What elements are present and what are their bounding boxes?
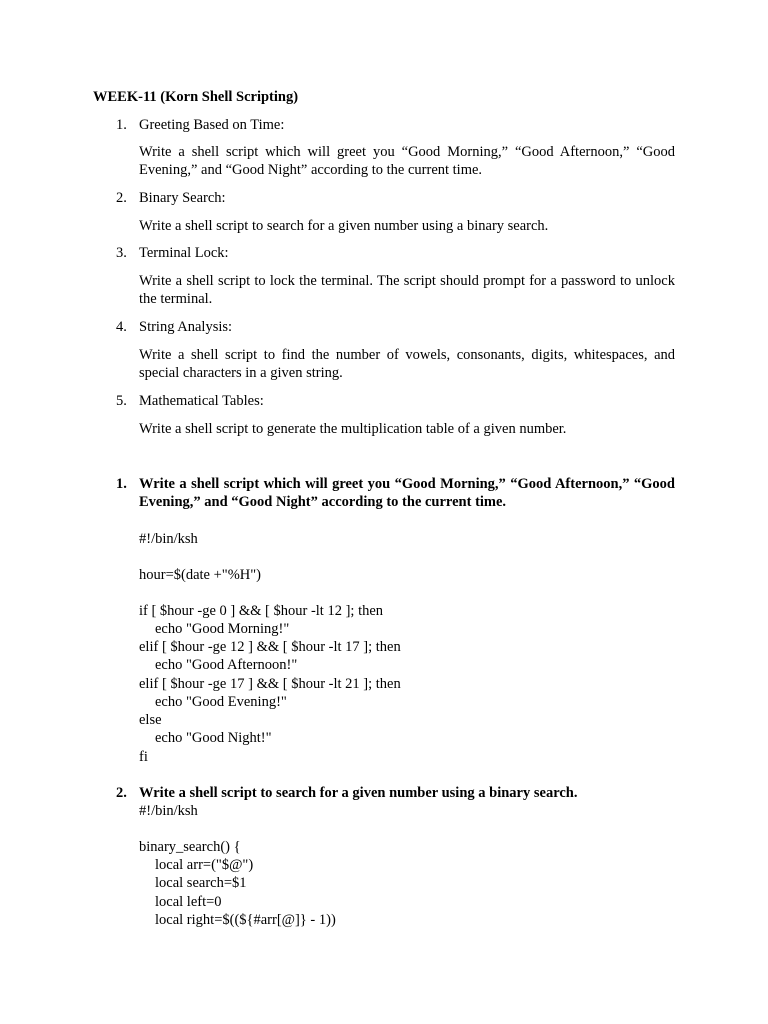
- page-title: WEEK-11 (Korn Shell Scripting): [93, 89, 299, 105]
- code-line: echo "Good Evening!": [155, 694, 287, 710]
- code-line: echo "Good Night!": [155, 730, 272, 746]
- code-line: #!/bin/ksh: [139, 803, 198, 819]
- task-number: 2.: [116, 190, 127, 206]
- solution-heading: Write a shell script which will greet you “Good Morning,” “Good Afternoon,” “Good Evening,” and “Good Night” according to the current time.: [139, 476, 675, 510]
- code-line: local arr=("$@"): [155, 857, 254, 873]
- task-description: Write a shell script to find the number of vowels, consonants, digits, whitespaces, and special characters in a given string.: [139, 347, 675, 381]
- task-description: Write a shell script which will greet you “Good Morning,” “Good Afternoon,” “Good Evening,” and “Good Night” according to the current time.: [139, 144, 675, 178]
- task-description: Write a shell script to generate the multiplication table of a given number.: [139, 421, 567, 437]
- solution-number: 1.: [116, 476, 127, 492]
- code-line: elif [ $hour -ge 17 ] && [ $hour -lt 21 ]; then: [139, 676, 401, 692]
- task-name: String Analysis:: [139, 319, 233, 335]
- code-line: binary_search() {: [139, 839, 241, 855]
- code-line: echo "Good Morning!": [155, 621, 290, 637]
- code-line: echo "Good Afternoon!": [155, 657, 298, 673]
- code-line: local search=$1: [155, 875, 247, 891]
- task-name: Binary Search:: [139, 190, 226, 206]
- code-line: hour=$(date +"%H"): [139, 567, 262, 583]
- task-name: Terminal Lock:: [139, 245, 229, 261]
- task-number: 4.: [116, 319, 127, 335]
- code-line: elif [ $hour -ge 12 ] && [ $hour -lt 17 ]; then: [139, 639, 401, 655]
- code-line: local right=$((${#arr[@]} - 1)): [155, 912, 336, 928]
- task-number: 5.: [116, 393, 127, 409]
- task-description: Write a shell script to search for a given number using a binary search.: [139, 218, 549, 234]
- code-line: local left=0: [155, 894, 222, 910]
- solution-heading: Write a shell script to search for a given number using a binary search.: [139, 785, 578, 801]
- task-description: Write a shell script to lock the terminal. The script should prompt for a password to unlock the terminal.: [139, 273, 675, 307]
- code-line: #!/bin/ksh: [139, 531, 198, 547]
- code-line: else: [139, 712, 162, 728]
- task-number: 3.: [116, 245, 127, 261]
- task-name: Mathematical Tables:: [139, 393, 264, 409]
- code-line: fi: [139, 749, 148, 765]
- task-name: Greeting Based on Time:: [139, 117, 285, 133]
- solution-number: 2.: [116, 785, 127, 801]
- code-line: if [ $hour -ge 0 ] && [ $hour -lt 12 ]; then: [139, 603, 384, 619]
- task-number: 1.: [116, 117, 127, 133]
